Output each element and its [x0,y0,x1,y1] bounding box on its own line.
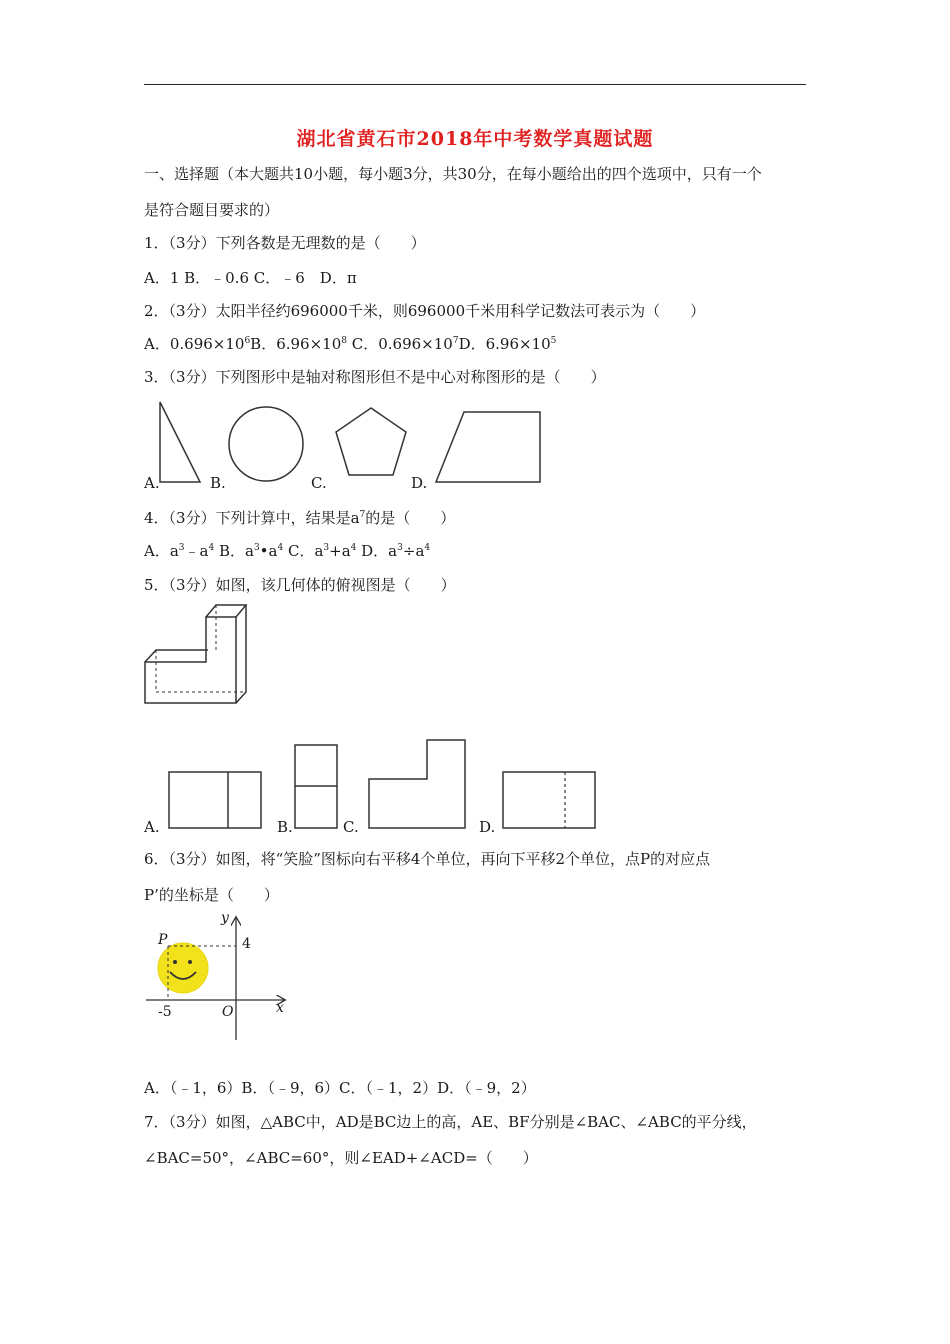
q4-option-a-rest: ﹣a [184,542,209,560]
q7-stem-line1: 7．（3分）如图，△ABC中，AD是BC边上的高，AE、BF分别是∠BAC、∠ABC的平分线， [144,1113,757,1131]
q6-y-axis-label: y [221,910,229,926]
q6-stem-line2: P’的坐标是（ ） [144,886,279,904]
q2-option-d-exp: 5 [550,336,557,346]
q3-pentagon-shape [336,408,406,475]
header-rule [144,84,806,85]
q5-label-b: B. [277,818,293,836]
q4-stem-exp: 7 [359,510,366,520]
q4-options [144,541,430,561]
q2-stem: 2．（3分）太阳半径约696000千米，则696000千米用科学记数法可表示为（ ） [144,302,706,320]
q6-coordinate-figure [144,912,304,1044]
q4-option-c-rest: +a [329,542,351,560]
q4-option-c-base: C．a [283,542,324,560]
q4-stem-pre: 4．（3分）下列计算中，结果是a [144,509,360,527]
q3-triangle-shape [160,402,200,482]
q2-option-c: C．0.696×10 [346,335,453,353]
q4-exp-8: 4 [424,543,431,553]
q4-option-d-base: D．a [356,542,398,560]
q6-origin-label: O [222,1004,234,1020]
q3-stem: 3．（3分）下列图形中是轴对称图形但不是中心对称图形的是（ ） [144,368,606,386]
q2-option-a: A．0.696×10 [144,335,245,353]
q2-option-a-exp: 6 [244,336,251,346]
q4-option-b-base: B．a [214,542,254,560]
q4-exp-1: 3 [178,543,185,553]
q5-stem: 5．（3分）如图，该几何体的俯视图是（ ） [144,576,456,594]
q4-exp-2: 4 [208,543,215,553]
section-instructions-line1: 一、选择题（本大题共10小题，每小题3分，共30分，在每小题给出的四个选项中，只有一个 [144,165,762,183]
q4-stem-post: 的是（ ） [365,509,456,527]
q4-exp-7: 3 [397,543,403,553]
q4-option-b-rest: •a [259,542,278,560]
q4-exp-6: 4 [350,543,357,553]
q3-figures [144,398,554,494]
q2-option-d: D．6.96×10 [458,335,551,353]
q2-option-b-exp: 8 [341,336,347,346]
q6-tick-4: 4 [242,936,251,952]
q3-circle-shape [229,407,303,481]
q3-label-b: B. [210,474,226,492]
page-title: 湖北省黄石市2018年中考数学真题试题 [296,128,654,150]
q6-stem-line1: 6．（3分）如图，将“笑脸”图标向右平移4个单位，再向下平移2个单位，点P的对应点 [144,850,711,868]
q4-exp-3: 3 [253,543,260,553]
q3-label-c: C. [311,474,327,492]
smiley-face-icon [158,943,208,993]
section-instructions-line2: 是符合题目要求的） [144,201,280,219]
q6-point-p-label: P [158,932,168,948]
q4-option-a-base: A．a [144,542,179,560]
q4-stem [144,508,455,528]
q5-option-figures [144,736,604,832]
q3-trapezoid-shape [436,412,540,482]
q1-options: A．1 B．﹣0.6 C．﹣6 D．π [144,269,357,287]
q6-options: A．（﹣1，6）B．（﹣9，6）C．（﹣1，2）D．（﹣9，2） [144,1079,536,1097]
q7-stem-line2: ∠BAC=50°，∠ABC=60°，则∠EAD+∠ACD=（ ） [144,1149,538,1167]
q3-label-d: D. [411,474,428,492]
q4-option-d-rest: ÷a [402,542,425,560]
q4-exp-5: 3 [323,543,330,553]
q5-label-d: D. [479,818,496,836]
q2-option-c-exp: 7 [452,336,459,346]
q5-solid-figure [144,602,254,710]
q2-options [144,334,556,354]
q3-label-a: A. [144,474,160,492]
q4-exp-4: 4 [277,543,284,553]
q1-stem: 1．（3分）下列各数是无理数的是（ ） [144,234,426,252]
q2-option-b: B．6.96×10 [250,335,342,353]
q5-label-c: C. [343,818,359,836]
q6-x-axis-label: x [276,1000,284,1016]
q5-label-a: A. [144,818,160,836]
q6-tick-neg5: -5 [158,1004,172,1020]
